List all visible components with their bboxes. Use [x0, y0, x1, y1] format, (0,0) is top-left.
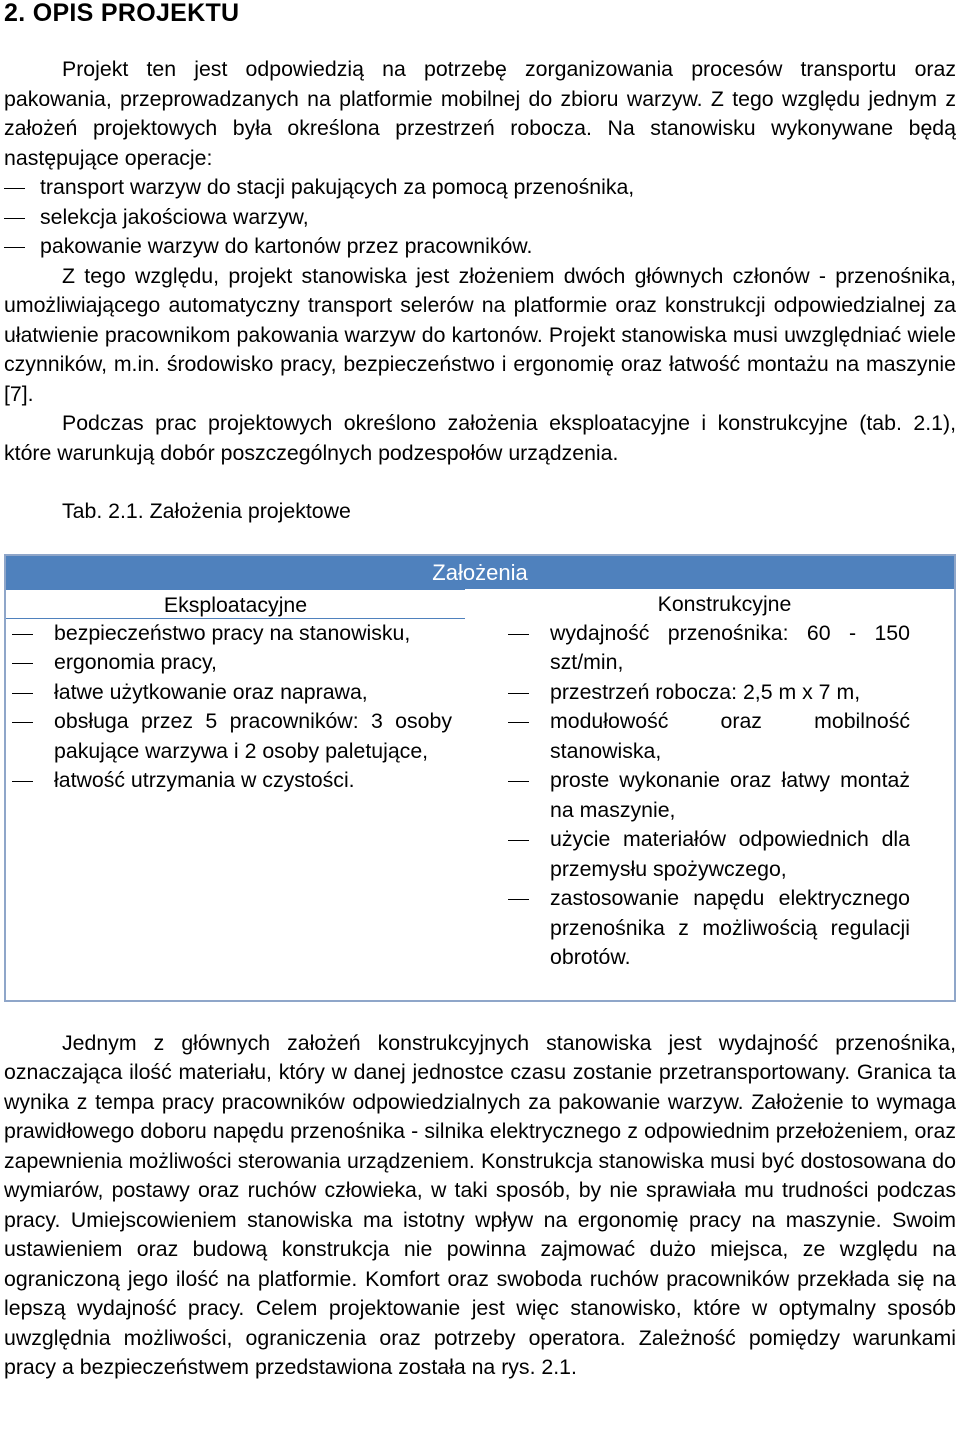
intro-paragraph-2: Z tego względu, projekt stanowiska jest złożeniem dwóch głównych członów - przenośnika, umożliwiającego automatyczny transport selerów na platformie oraz konstrukcji odpowiedzialnej za ułatwienie pracownikom pakowania warzyw do kartonów. Projekt stanowiska musi uwzględniać wiele czynników, m.in. środowisko pracy, bezpieczeństwo i ergonomię oraz łatwość montażu na maszynie [7]. — [4, 263, 956, 406]
section-heading: 2. OPIS PROJEKTU — [4, 0, 240, 27]
table-header: Założenia — [6, 556, 954, 589]
operation-item: transport warzyw do stacji pakujących za pomocą przenośnika, — [4, 173, 956, 203]
operations-list — [4, 173, 956, 262]
intro-paragraph-3: Podczas prac projektowych określono założenia eksploatacyjne i konstrukcyjne (tab. 2.1), które warunkują dobór poszczególnych podzespołów urządzenia. — [4, 411, 956, 465]
table-body — [6, 619, 954, 973]
list-item: łatwe użytkowanie oraz naprawa, — [6, 678, 452, 708]
operational-column — [6, 619, 480, 973]
list-item: przestrzeń robocza: 2,5 m x 7 m, — [502, 678, 910, 708]
operation-item: selekcja jakościowa warzyw, — [4, 203, 956, 233]
intro-paragraph-1: Projekt ten jest odpowiedzią na potrzebę zorganizowania procesów transportu oraz pakowania, przeprowadzanych na platformie mobilnej do zbioru warzyw. Z tego względu jednym z założeń projektowych była określona przestrzeń robocza. Na stanowisku wykonywane będą następujące operacje: — [4, 57, 956, 170]
closing-paragraph: Jednym z głównych założeń konstrukcyjnych stanowiska jest wydajność przenośnika, oznaczająca ilość materiału, który w danej jednostce czasu zostanie przetransportowany. Granica ta wynika z tempa pracy pracowników odpowiedzialnych za pakowanie warzyw. Założenie to wymaga prawidłowego doboru napędu przenośnika - silnika elektrycznego z odpowiednim przełożeniem, oraz zapewnienia możliwości sterowania urządzeniem. Konstrukcja stanowiska musi być dostosowana do wymiarów, postawy oraz ruchów człowieka, w taki sposób, by nie sprawiała mu trudności podczas pracy. Umiejscowieniem stanowiska ma istotny wpływ na ergonomię pracy na maszynie. Swoim ustawieniem oraz budową konstrukcja nie powinna zajmować dużo miejsca, ze względu na ograniczoną jego ilość na platformie. Komfort oraz swoboda ruchów pracowników przekłada się na lepszą wydajność pracy. Celem projektowanie jest więc stanowisko, które w optymalny sposób uwzględnia możliwości, ograniczenia oraz potrzeby operatora. Zależność pomiędzy warunkami pracy a bezpieczeństwem przedstawiona została na rys. 2.1. — [4, 1030, 956, 1379]
column-header-constructional: Konstrukcyjne — [657, 591, 792, 616]
list-item: łatwość utrzymania w czystości. — [6, 766, 452, 796]
constructional-column — [480, 619, 954, 973]
list-item: użycie materiałów odpowiednich dla przemysłu spożywczego, — [502, 825, 910, 884]
list-item: bezpieczeństwo pracy na stanowisku, — [6, 619, 452, 649]
list-item: modułowość oraz mobilność stanowiska, — [502, 707, 910, 766]
operational-list — [6, 619, 452, 796]
table-caption: Tab. 2.1. Założenia projektowe — [62, 499, 351, 523]
list-item: zastosowanie napędu elektrycznego przenośnika z możliwością regulacji obrotów. — [502, 884, 910, 973]
document-page — [4, 0, 956, 1383]
constructional-list — [502, 619, 910, 973]
column-header-operational: Eksploatacyjne — [6, 589, 465, 619]
list-item: wydajność przenośnika: 60 - 150 szt/min, — [502, 619, 910, 678]
list-item: proste wykonanie oraz łatwy montaż na maszynie, — [502, 766, 910, 825]
assumptions-table — [4, 554, 956, 1002]
table-column-headers — [6, 589, 954, 619]
list-item: ergonomia pracy, — [6, 648, 452, 678]
operation-item: pakowanie warzyw do kartonów przez pracowników. — [4, 232, 956, 262]
list-item: obsługa przez 5 pracowników: 3 osoby pakujące warzywa i 2 osoby paletujące, — [6, 707, 452, 766]
